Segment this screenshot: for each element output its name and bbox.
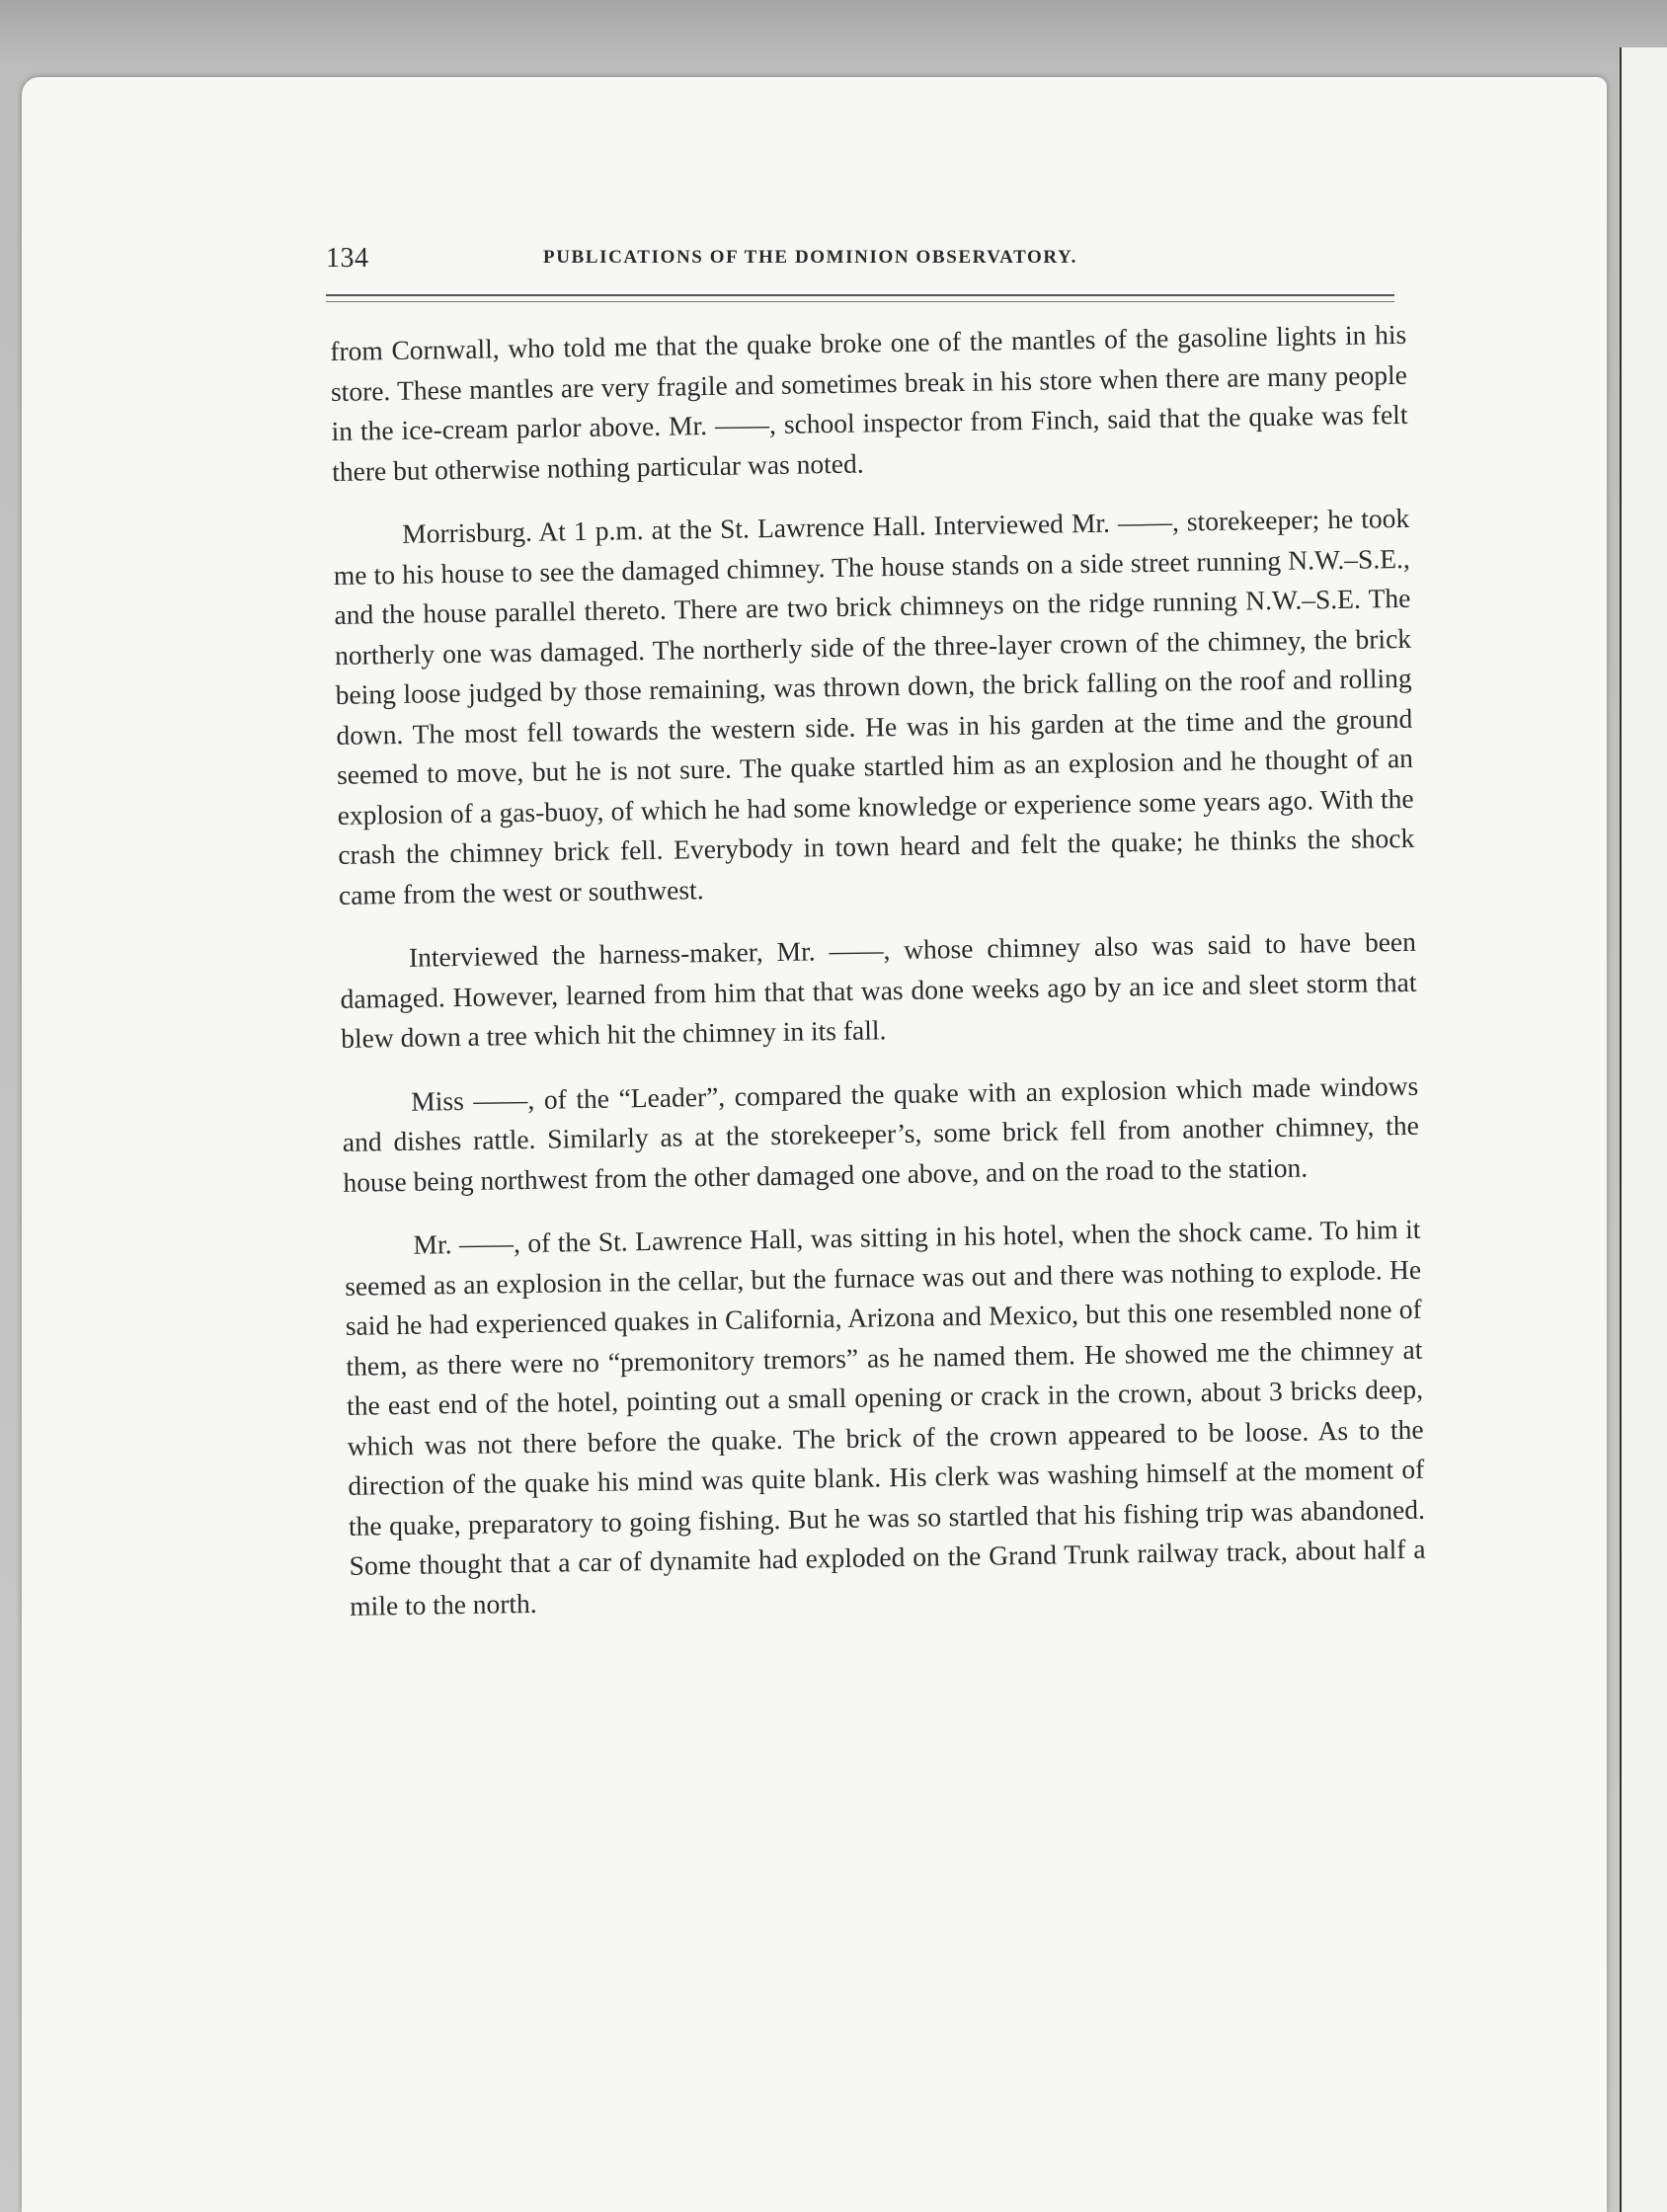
running-title: PUBLICATIONS OF THE DOMINION OBSERVATORY. xyxy=(543,247,1077,268)
body-text xyxy=(330,315,1427,1650)
paragraph-leader: Miss ——, of the “Leader”, compared the quake with an explosion which made windows and dishes rattle. Similarly as at the storekeeper’s, some brick fell from another chimney, the house being northwest from the other damaged one above, and on the road to the station. xyxy=(342,1069,1419,1198)
paragraph-harness-maker: Interviewed the harness-maker, Mr. ——, whose chimney also was said to have been damaged. However, learned from him that that was done weeks ago by an ice and sleet storm that blew down a tree which hit the chimney in its fall. xyxy=(340,925,1417,1054)
header-rule xyxy=(326,294,1394,296)
paragraph-cornwall: from Cornwall, who told me that the quake broke one of the mantles of the gasoline lights in his store. These mantles are very fragile and sometimes break in his store when there are many people in the ice-cream parlor above. Mr. ——, school inspector from Finch, said that the quake was felt there but otherwise nothing particular was noted. xyxy=(330,318,1408,487)
adjacent-page-edge xyxy=(1620,47,1667,2212)
page-number: 134 xyxy=(326,243,369,274)
running-head xyxy=(326,243,1392,282)
paragraph-morrisburg: Morrisburg. At 1 p.m. at the St. Lawrence Hall. Interviewed Mr. ——, storekeeper; he took me to his house to see the damaged chimney. The house stands on a side street running N.W.–S.E., and the house parallel thereto. There are two brick chimneys on the ridge running N.W.–S.E. The northerly one was damaged. The northerly side of the three-layer crown of the chimney, the brick being loose judged by those remaining, was thrown down, the brick falling on the roof and rolling down. The most fell towards the western side. He was in his garden at the time and the ground seemed to move, but he is not sure. The quake startled him as an explosion and he thought of an explosion of a gas-buoy, of which he had some knowledge or experience some years ago. With the crash the chimney brick fell. Everybody in town heard and felt the quake; he thinks the shock came from the west or southwest. xyxy=(333,502,1415,910)
header-rule-secondary xyxy=(326,301,1394,302)
paragraph-st-lawrence-hall: Mr. ——, of the St. Lawrence Hall, was sitting in his hotel, when the shock came. To him it seemed as an explosion in the cellar, but the furnace was out and there was nothing to explode. He said he had experienced quakes in California, Arizona and Mexico, but this one resembled none of them, as there were no “premonitory tremors” as he named them. He showed me the chimney at the east end of the hotel, pointing out a small opening or crack in the crown, about 3 bricks deep, which was not there before the quake. The brick of the crown appeared to be loose. As to the direction of the quake his mind was quite blank. His clerk was washing himself at the moment of the quake, preparatory to going fishing. But he was so startled that his fishing trip was abandoned. Some thought that a car of dynamite had exploded on the Grand Trunk railway track, about half a mile to the north. xyxy=(344,1213,1426,1621)
